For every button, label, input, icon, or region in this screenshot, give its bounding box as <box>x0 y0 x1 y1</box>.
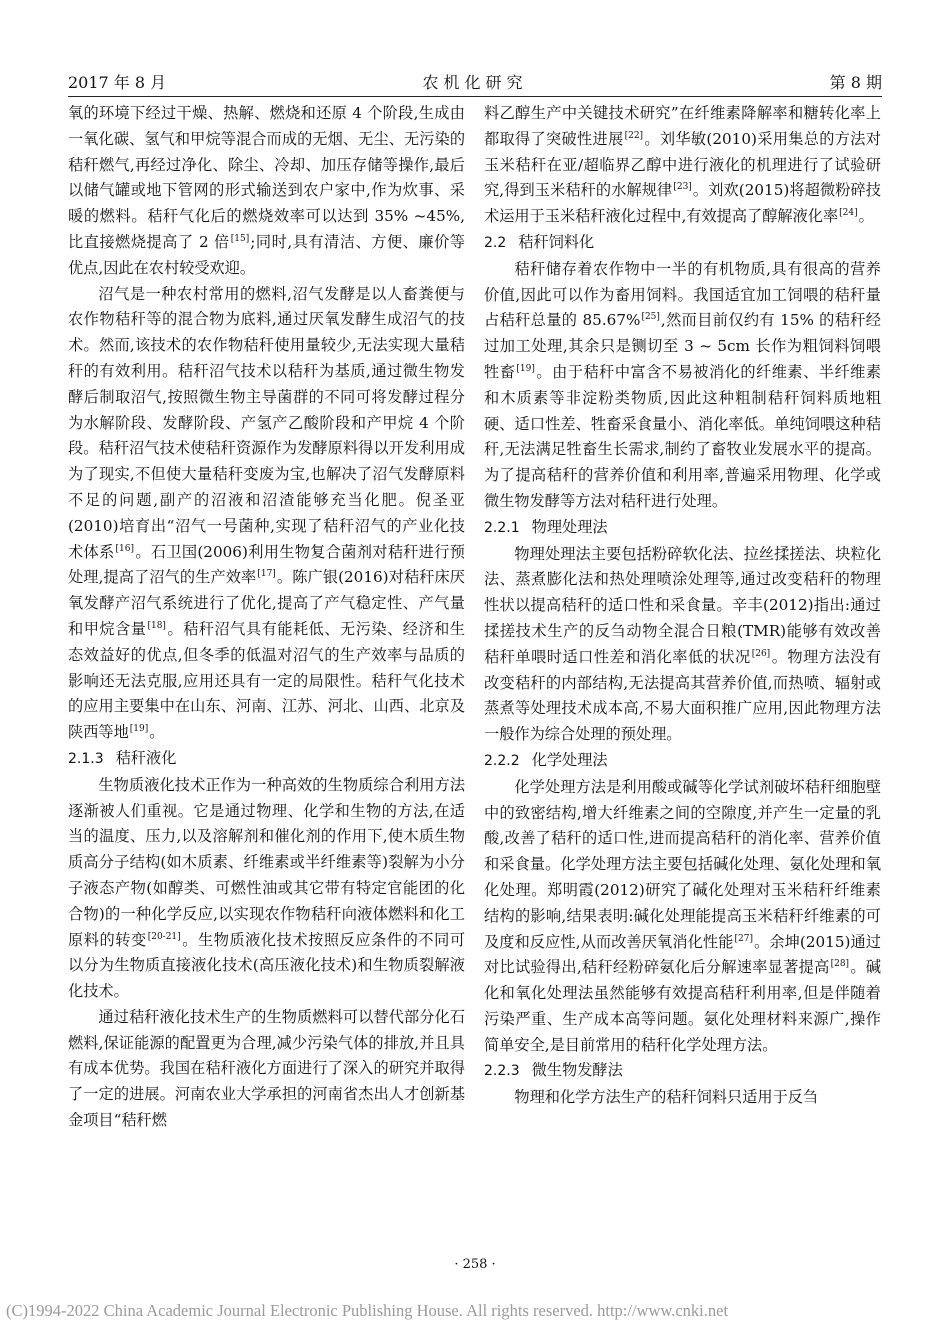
citation[interactable]: [22] <box>624 130 644 141</box>
section-heading-2-2-1: 2.2.1 物理处理法 <box>484 517 608 536</box>
section-heading-2-1-3: 2.1.3 秸秆液化 <box>68 748 177 767</box>
paragraph: 秸秆储存着农作物中一半的有机物质,具有很高的营养价值,因此可以作为畜用饲料。我国适宜加工饲喂的秸秆量占秸秆总量的 85.67%[25],然而目前仅约有 15% 的秸秆经过加工处理,其余只是铡切至 3 ~ 5cm 长作为粗饲料饲喂牲畜[19]。由于秸秆中富含不易被消化的纤维素、半纤维素和木质素等非淀粉类物质,因此这种粗制秸秆饲料质地粗硬、适口性差、牲畜采食量小、消化率低。单纯饲喂这种秸秆,无法满足牲畜生长需求,制约了畜牧业发展水平的提高。为了提高秸秆的营养价值和利用率,普遍采用物理、化学或微生物发酵等方法对秸秆进行处理。 <box>484 259 881 510</box>
citation[interactable]: [18] <box>147 620 166 631</box>
citation[interactable]: [23] <box>673 182 692 193</box>
running-header <box>68 70 882 96</box>
section-heading-2-2: 2.2 秸秆饲料化 <box>484 232 595 251</box>
header-issue: 第 8 期 <box>829 73 882 92</box>
citation[interactable]: [24] <box>839 208 858 219</box>
paragraph: 通过秸秆液化技术生产的生物质燃料可以替代部分化石燃料,保证能源的配置更为合理,减少污染气体的排放,并且具有成本优势。我国在秸秆液化方面进行了深入的研究并取得了一定的进展。河南农业大学承担的河南省杰出人才创新基金项目“秸秆燃 <box>68 1007 465 1130</box>
citation[interactable]: [19] <box>129 724 149 735</box>
section-heading-2-2-2: 2.2.2 化学处理法 <box>484 750 608 769</box>
citation[interactable]: [15] <box>230 233 250 244</box>
citation[interactable]: [26] <box>751 648 771 659</box>
paragraph: 料乙醇生产中关键技术研究”在纤维素降解率和糖转化率上都取得了突破性进展[22]。刘华敏(2010)采用集总的方法对玉米秸秆在亚/超临界乙醇中进行液化的机理进行了试验研究,得到玉米秸秆的水解规律[23]。刘欢(2015)将超微粉碎技术运用于玉米秸秆液化过程中,有效提高了醇解液化率[24]。 <box>484 104 881 226</box>
header-divider <box>68 96 882 97</box>
citation[interactable]: [25] <box>641 312 660 323</box>
copyright-watermark: (C)1994-2022 China Academic Journal Electronic Publishing House. All rights reserved. http://www.cnki.net <box>6 1301 729 1320</box>
left-column <box>68 101 465 1191</box>
paragraph: 物理和化学方法生产的秸秆饲料只适用于反刍 <box>514 1088 819 1107</box>
right-column <box>484 101 881 1191</box>
citation[interactable]: [16] <box>115 543 135 554</box>
page-number: · 258 · <box>454 1257 496 1272</box>
section-heading-2-2-3: 2.2.3 微生物发酵法 <box>484 1061 623 1080</box>
citation[interactable]: [19] <box>516 363 535 374</box>
header-journal-title: 农机化研究 <box>422 73 528 92</box>
citation[interactable]: [17] <box>257 569 276 580</box>
paragraph: 沼气是一种农村常用的燃料,沼气发酵是以人畜粪便与农作物秸秆等的混合物为底料,通过厌氧发酵生成沼气的技术。然而,该技术的农作物秸秆使用量较少,无法实现大量秸秆的有效利用。秸秆沼气技术以秸秆为基质,通过微生物发酵后制取沼气,按照微生物主导菌群的不同可将发酵过程分为水解阶段、发酵阶段、产氢产乙酸阶段和产甲烷 4 个阶段。秸秆沼气技术使秸秆资源作为发酵原料得以开发利用成为了现实,不但使大量秸秆变废为宝,也解决了沼气发酵原料不足的问题,副产的沼液和沼渣能够充当化肥。倪圣亚(2010)培育出“沼气一号菌种,实现了秸秆沼气的产业化技术体系[16]。石卫国(2006)利用生物复合菌剂对秸秆进行预处理,提高了沼气的生产效率[17]。陈广银(2016)对秸秆床厌氧发酵产沼气系统进行了优化,提高了产气稳定性、产气量和甲烷含量[18]。秸秆沼气具有能耗低、无污染、经济和生态效益好的优点,但冬季的低温对沼气的生产效率与品质的影响还无法克服,应用还具有一定的局限性。秸秆气化技术的应用主要集中在山东、河南、江苏、河北、山西、北京及陕西等地[19]。 <box>68 284 465 742</box>
header-date: 2017 年 8 月 <box>68 73 167 92</box>
paragraph: 生物质液化技术正作为一种高效的生物质综合利用方法逐渐被人们重视。它是通过物理、化学和生物的方法,在适当的温度、压力,以及溶解剂和催化剂的作用下,使木质生物质高分子结构(如木质素、纤维素或半纤维素等)裂解为小分子液态产物(如醇类、可燃性油或其它带有特定官能团的化合物)的一种化学反应,以实现农作物秸秆向液体燃料和化工原料的转变[20-21]。生物质液化技术按照反应条件的不同可以分为生物质直接液化技术(高压液化技术)和生物质裂解液化技术。 <box>68 775 465 1001</box>
citation[interactable]: [27] <box>734 933 753 944</box>
paragraph: 化学处理方法是利用酸或碱等化学试剂破坏秸秆细胞壁中的致密结构,增大纤维素之间的空隙度,并产生一定量的乳酸,改善了秸秆的适口性,进而提高秸秆的消化率、营养价值和采食量。化学处理方法主要包括碱化处理、氨化处理和氧化处理。郑明霞(2012)研究了碱化处理对玉米秸秆纤维素结构的影响,结果表明:碱化处理能提高玉米秸秆纤维素的可及度和反应性,从而改善厌氧消化性能[27]。余坤(2015)通过对比试验得出,秸秆经粉碎氨化后分解速率显著提高[28]。碱化和氧化处理法虽然能够有效提高秸秆利用率,但是伴随着污染严重、生产成本高等问题。氨化处理材料来源广,操作简单安全,是目前常用的秸秆化学处理方法。 <box>484 777 881 1054</box>
citation[interactable]: [20-21] <box>147 931 181 942</box>
paragraph: 物理处理法主要包括粉碎软化法、拉丝揉搓法、块粒化法、蒸煮膨化法和热处理喷涂处理等,通过改变秸秆的物理性状以提高秸秆的适口性和采食量。辛丰(2012)指出:通过揉搓技术生产的反刍动物全混合日粮(TMR)能够有效改善秸秆单喂时适口性差和消化率低的状况[26]。物理方法没有改变秸秆的内部结构,无法提高其营养价值,而热喷、辐射或蒸煮等处理技术成本高,不易大面积推广应用,因此物理方法一般作为综合处理的预处理。 <box>484 544 881 744</box>
paragraph: 氧的环境下经过干燥、热解、燃烧和还原 4 个阶段,生成由一氧化碳、氢气和甲烷等混合而成的无烟、无尘、无污染的秸秆燃气,再经过净化、除尘、冷却、加压存储等操作,最后以储气罐或地下管网的形式输送到农户家中,作为炊事、采暖的燃料。秸秆气化后的燃烧效率可以达到 35% ~45%,比直接燃烧提高了 2 倍[15];同时,具有清洁、方便、廉价等优点,因此在农村较受欢迎。 <box>68 104 465 277</box>
citation[interactable]: [28] <box>830 959 850 970</box>
